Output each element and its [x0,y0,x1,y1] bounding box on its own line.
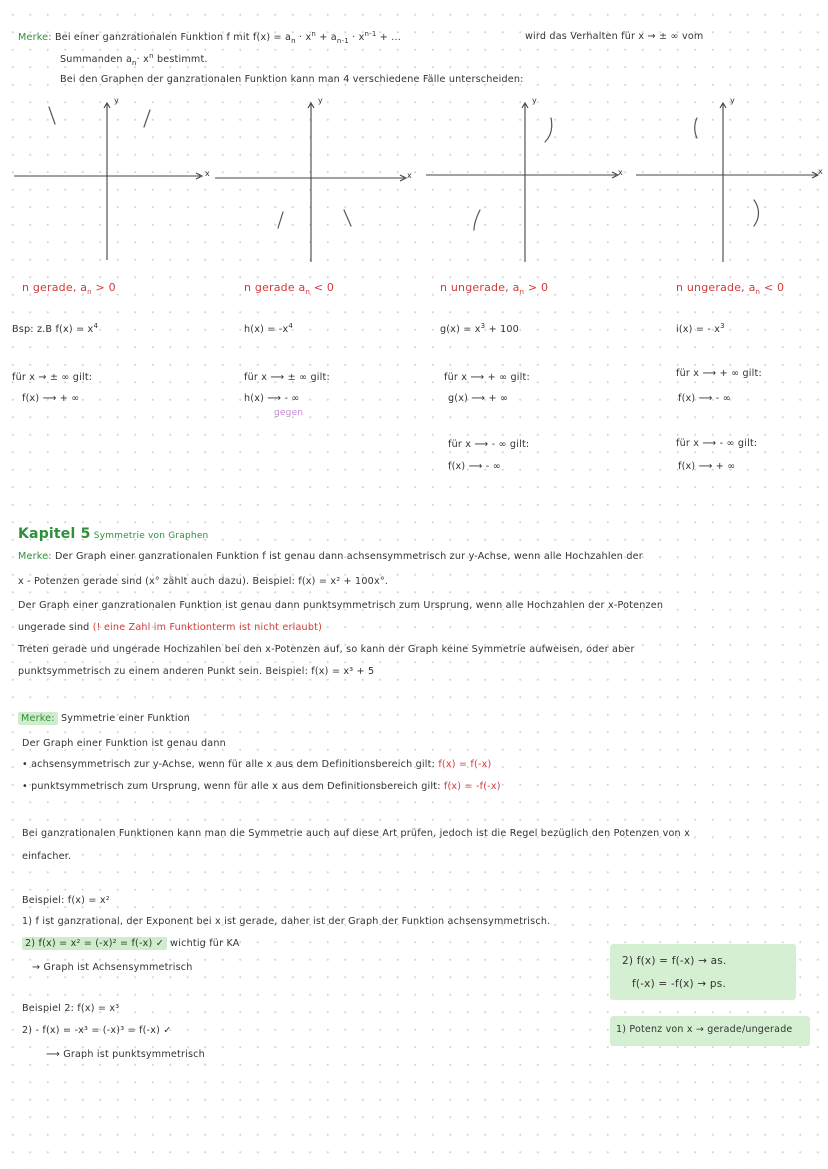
summary-box-line1: 2) f(x) = f(-x) → as. [622,955,727,967]
plus-term: + a [319,32,337,44]
text: Der Graph einer ganzrationalen Funktion f ist genau dann achsensymmetrisch zur y-Achse, wenn alle Hochzahlen der [54,551,643,562]
case1-limit-value: f(x) ⟶ + ∞ [22,393,80,404]
text: wichtig für KA [166,938,240,949]
case3-limit1-label: für x ⟶ + ∞ gilt: [444,372,530,383]
text: < 0 [760,281,785,294]
exponent: n-1 [364,30,377,38]
merke-label: Merke: [18,32,52,44]
merke1-line5: Treten gerade und ungerade Hochzahlen bei den x-Potenzen auf, so kann der Graph keine Symmetrie aufweisen, oder aber [18,644,635,655]
graph4-curve-left [695,118,697,138]
case4-limit1-label: für x ⟶ + ∞ gilt: [676,368,762,379]
case2-note: gegen [274,408,304,418]
text: • punktsymmetrisch zum Ursprung, wenn für alle x aus dem Definitionsbereich gilt: [22,781,441,792]
graph4-curve-right [754,200,759,226]
case3-example [440,322,519,335]
graph1-x-label: x [205,169,210,178]
subscript: n [87,288,92,297]
potenz-box-text: 1) Potenz von x → gerade/ungerade [616,1024,793,1035]
text: h(x) = -x [244,324,289,336]
text: n gerade a [244,281,306,294]
chapter-heading [18,526,208,542]
graph3-curve-left [474,210,480,230]
text: > 0 [524,281,549,294]
exponent: 4 [288,322,293,330]
case4-limit2-value: f(x) ⟶ + ∞ [678,461,736,472]
text: n gerade, a [22,281,88,294]
text: n ungerade, a [676,281,756,294]
exponent: 3 [720,322,725,330]
text: Symmetrie einer Funktion [60,713,191,724]
subscript: n [755,288,761,297]
text: i(x) = - x [676,324,721,336]
subscript: n [305,288,311,297]
text: • achsensymmetrisch zur y-Achse, wenn für alle x aus dem Definitionsbereich gilt: [22,759,436,770]
case3-limit1-value: g(x) ⟶ + ∞ [448,393,509,404]
intro-line1-end: wird das Verhalten für x → ± ∞ vom [525,31,704,42]
example2-line2: ⟶ Graph ist punktsymmetrisch [46,1049,205,1060]
text: + 100 [485,324,519,336]
subscript: n [132,59,137,68]
text: ungerade sind [18,622,90,633]
subscript: n [519,288,525,297]
text: > 0 [91,281,116,294]
subscript: n [291,37,296,46]
graph3-curve-right [545,118,552,142]
text: n ungerade, a [440,281,520,294]
merke-label: Merke: [18,551,52,562]
merke1-line2: x - Potenzen gerade sind (x° zählt auch dazu). Beispiel: f(x) = x² + 100x°. [18,576,389,587]
chapter-subtitle: Symmetrie von Graphen [93,531,209,541]
text: bestimmt. [153,54,208,66]
merke-label: Merke: [18,712,58,725]
case2-heading [244,281,334,296]
example1-line2 [22,938,240,949]
graph4-x-label: x [818,167,823,176]
graph2-curve-right [344,210,351,226]
merke2-line1: Der Graph einer Funktion ist genau dann [22,738,226,749]
example2-line1: 2) - f(x) = -x³ = (-x)³ = f(-x) ✓ [22,1025,172,1036]
merke1-line3: Der Graph einer ganzrationalen Funktion ist genau dann punktsymmetrisch zum Ursprung, wenn alle Hochzahlen der x-Potenzen [18,600,664,611]
merke2-bullet1 [22,759,491,770]
merke2-bullet2 [22,781,501,792]
example1-heading: Beispiel: f(x) = x² [22,895,110,906]
text: < 0 [310,281,335,294]
intro-text: Bei einer ganzrationalen Funktion f mit f(x) = a [54,32,292,44]
formula: f(x) = -f(-x) [443,781,501,792]
graph1-curve-right [144,110,150,127]
graph1-curve-left [49,107,55,124]
exponent: 4 [93,322,99,330]
subscript: n-1 [336,37,349,46]
case4-heading [676,281,784,296]
case4-example [676,322,725,335]
summary-box-line2: f(-x) = -f(x) → ps. [632,978,727,990]
graph1-y-label: y [114,96,119,105]
case3-limit2-label: für x ⟶ - ∞ gilt: [448,439,530,450]
summary-box [610,944,796,1000]
x-term: · x [298,32,312,44]
merke1-line1 [18,551,643,562]
example1-line3: → Graph ist Achsensymmetrisch [32,962,193,973]
case1-heading [22,281,116,296]
case1-limit-label: für x → ± ∞ gilt: [12,372,93,383]
text: Summanden a [60,54,133,66]
graph2-x-label: x [407,171,412,180]
text: Bsp: z.B [12,324,56,336]
case2-limit-label: für x ⟶ ± ∞ gilt: [244,372,330,383]
case1-example [12,322,98,335]
chapter-title: Kapitel 5 [18,526,91,542]
case4-limit2-label: für x ⟶ - ∞ gilt: [676,438,758,449]
graph4-y-label: y [730,96,735,105]
text: f(x) = x [55,324,94,336]
case4-limit1-value: f(x) ⟶ - ∞ [678,393,731,404]
case2-limit-value: h(x) ⟶ - ∞ [244,393,300,404]
text: g(x) = x [440,324,481,336]
warning-text: (! eine Zahl im Funktionterm ist nicht erlaubt) [92,622,323,633]
formula: f(x) = f(-x) [438,759,492,770]
exponent: n [149,52,154,60]
text: · x [136,54,150,66]
case2-example [244,322,293,335]
case3-limit2-value: f(x) ⟶ - ∞ [448,461,501,472]
case3-heading [440,281,548,296]
example1-line1: 1) f ist ganzrational, der Exponent bei x ist gerade, daher ist der Graph der Funktion achsensymmetrisch. [22,916,551,927]
merke1-line6: punktsymmetrisch zu einem anderen Punkt sein. Beispiel: f(x) = x³ + 5 [18,666,375,677]
exponent: n [311,30,317,38]
graph3-y-label: y [532,96,537,105]
example2-heading: Beispiel 2: f(x) = x³ [22,1003,120,1014]
merke1-line4 [18,622,322,633]
para-line2: einfacher. [22,851,72,862]
graph2-y-label: y [318,96,323,105]
merke2-heading [18,713,190,724]
graph2-curve-left [278,212,283,228]
ellipsis: + ... [379,32,402,44]
graph3-x-label: x [618,168,623,177]
x-term: · x [352,32,365,44]
merke-intro-line3: Bei den Graphen der ganzrationalen Funktion kann man 4 verschiedene Fälle unterscheiden: [60,74,524,85]
exponent: 3 [480,322,486,330]
para-line1: Bei ganzrationalen Funktionen kann man die Symmetrie auch auf diese Art prüfen, jedoch ist die Regel bezüglich den Potenzen von x [22,828,690,839]
highlighted-formula: 2) f(x) = x² = (-x)² = f(-x) ✓ [22,937,167,950]
